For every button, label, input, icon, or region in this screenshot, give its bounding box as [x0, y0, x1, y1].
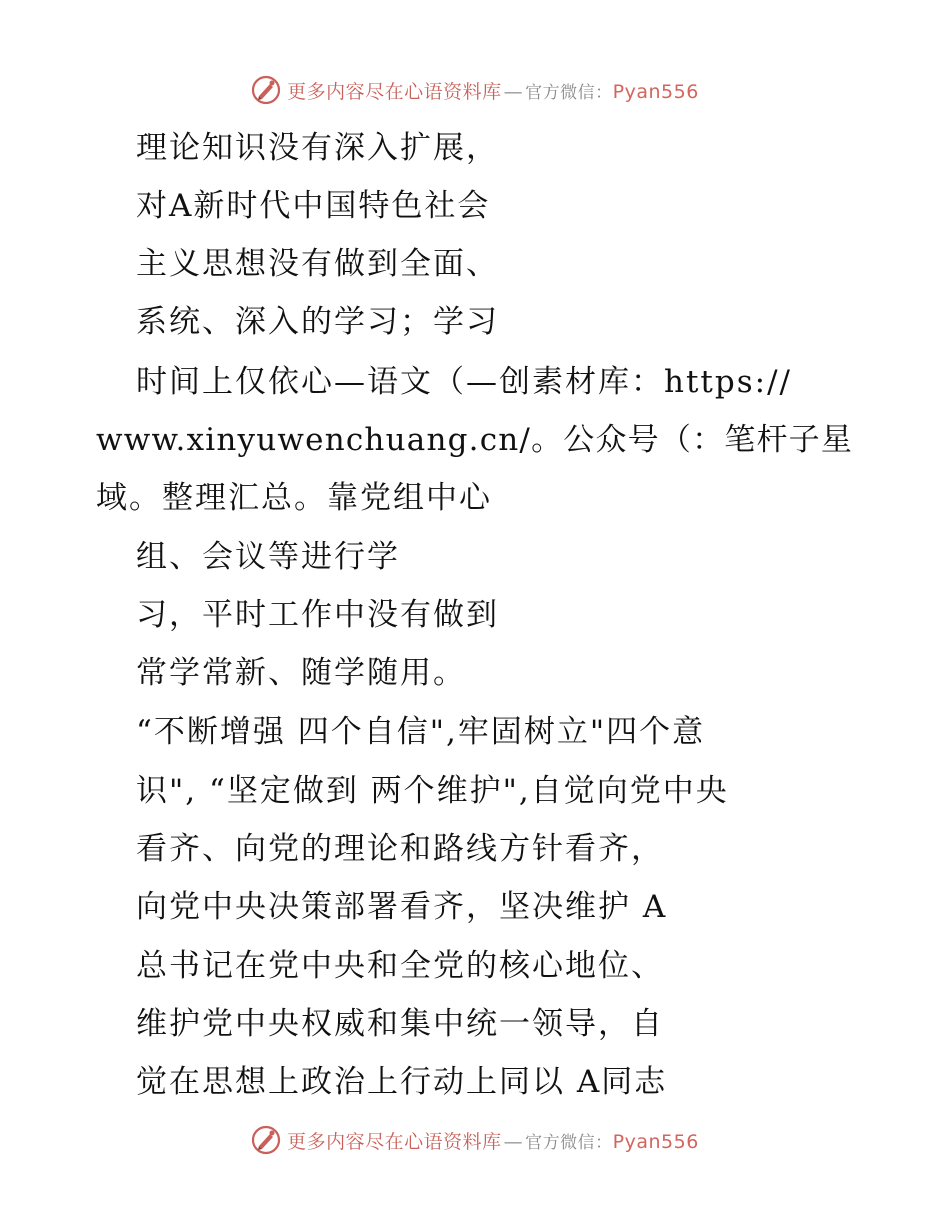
body-line-12: 识", “坚定做到 两个维护",自觉向党中央	[136, 773, 729, 809]
body-line-16: 维护党中央权威和集中统一领导，自	[136, 1006, 664, 1042]
watermark-text: 更多内容尽在心语资料库	[287, 1130, 502, 1153]
watermark-id: Pyan556	[612, 1130, 699, 1153]
body-line-10: 常学常新、随学随用。	[136, 655, 466, 691]
watermark-separator: —	[503, 80, 524, 103]
watermark-id: Pyan556	[612, 80, 699, 103]
body-line-14: 向党中央决策部署看齐，坚决维护 A	[136, 889, 668, 925]
watermark-text: 更多内容尽在心语资料库	[287, 80, 502, 103]
pen-logo-icon	[251, 1125, 281, 1155]
watermark-label: 官方微信：	[525, 1132, 613, 1153]
body-line-5: 时间上仅依心—语文（—创素材库：https://	[136, 364, 792, 400]
body-line-7: 域。整理汇总。靠党组中心	[96, 480, 492, 516]
body-line-9: 习，平时工作中没有做到	[136, 597, 499, 633]
watermark-label: 官方微信：	[525, 82, 613, 103]
body-line-15: 总书记在党中央和全党的核心地位、	[136, 948, 664, 984]
body-line-13: 看齐、向党的理论和路线方针看齐，	[136, 831, 664, 867]
body-line-8: 组、会议等进行学	[136, 539, 400, 575]
body-line-3: 主义思想没有做到全面、	[136, 246, 499, 282]
body-line-11: “不断增强 四个自信",牢固树立"四个意	[136, 714, 706, 750]
body-line-6: www.xinyuwenchuang.cn/。公众号（：笔杆子星	[96, 422, 854, 458]
footer-watermark	[0, 1122, 950, 1158]
watermark-separator: —	[503, 1130, 524, 1153]
body-line-17: 觉在思想上政治上行动上同以 A同志	[136, 1064, 668, 1100]
body-line-1: 理论知识没有深入扩展，	[136, 130, 499, 166]
body-line-4: 系统、深入的学习；学习	[136, 304, 499, 340]
body-line-2: 对A新时代中国特色社会	[136, 188, 491, 224]
